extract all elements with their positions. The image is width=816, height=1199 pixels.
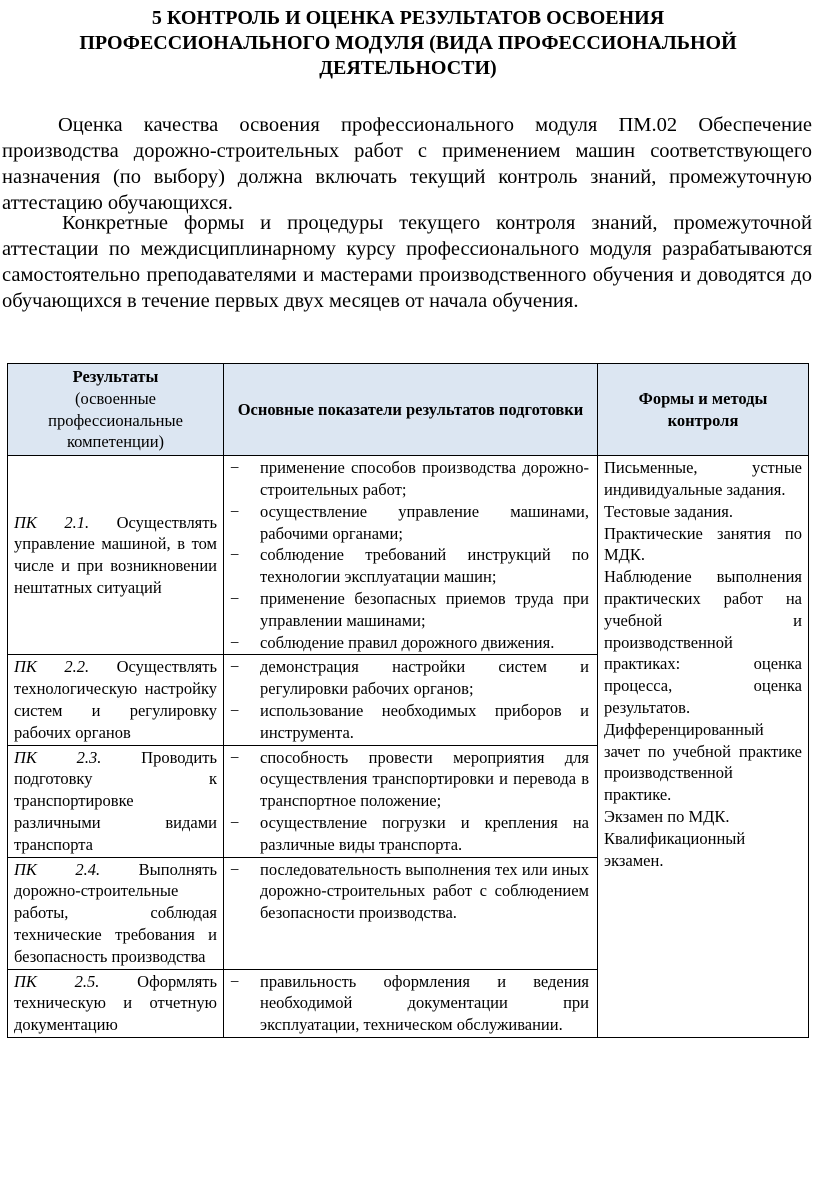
competency-text: Осуществлять управление машиной, в том числе и при возникновении нештатных ситуаций <box>14 512 218 598</box>
dash-marker: − <box>230 501 240 521</box>
indicators-cell <box>224 857 598 969</box>
header-indicators <box>224 364 598 456</box>
dash-marker: − <box>230 700 240 720</box>
competency-cell <box>8 969 224 1037</box>
forms-cell <box>598 456 809 1038</box>
indicators-cell <box>224 456 598 655</box>
header-results-subtitle: (освоенные профессиональные компетенции) <box>48 388 183 452</box>
forms-line: Тестовые задания. <box>604 501 734 521</box>
indicator-text: осуществление управление машинами, рабочими органами; <box>260 501 589 543</box>
competency-cell <box>8 655 224 745</box>
indicator-text: соблюдение правил дорожного движения. <box>260 632 555 652</box>
table-row <box>8 456 809 655</box>
indicator-text: последовательность выполнения тех или иных дорожно-строительных работ с соблюдением безопасности производства. <box>260 859 589 923</box>
header-forms-title: Формы и методы контроля <box>638 388 768 430</box>
list-item <box>230 457 589 501</box>
competency-text: Оформлять техническую и отчетную документацию <box>14 971 218 1035</box>
indicator-text: демонстрация настройки систем и регулировки рабочих органов; <box>260 657 589 699</box>
forms-line: Практические занятия по МДК. <box>604 523 802 565</box>
list-item <box>230 859 589 924</box>
list-item <box>230 747 589 812</box>
dash-marker: − <box>230 545 240 565</box>
indicators-cell <box>224 655 598 745</box>
list-item <box>230 501 589 545</box>
competency-text: Осуществлять технологическую настройку систем и регулировку рабочих органов <box>14 657 218 742</box>
competency-cell <box>8 857 224 969</box>
dash-marker: − <box>230 812 240 832</box>
list-item <box>230 544 589 588</box>
list-item <box>230 812 589 856</box>
indicator-text: соблюдение требований инструкций по технологии эксплуатации машин; <box>260 545 589 587</box>
dash-marker: − <box>230 588 240 608</box>
header-results <box>8 364 224 456</box>
dash-marker: − <box>230 747 240 767</box>
header-indicators-title: Основные показатели результатов подготовки <box>237 399 584 419</box>
dash-marker: − <box>230 458 240 478</box>
dash-marker: − <box>230 632 240 652</box>
indicators-cell <box>224 969 598 1037</box>
competency-code: ПК 2.1. <box>14 512 90 532</box>
competency-cell <box>8 456 224 655</box>
section-heading: 5 КОНТРОЛЬ И ОЦЕНКА РЕЗУЛЬТАТОВ ОСВОЕНИЯ ПРОФЕССИОНАЛЬНОГО МОДУЛЯ (ВИДА ПРОФЕССИОНАЛЬНОЙ ДЕЯТЕЛЬНОСТИ) <box>79 7 737 79</box>
indicator-text: осуществление погрузки и крепления на различные виды транспорта. <box>260 812 589 854</box>
competency-cell <box>8 745 224 857</box>
list-item <box>230 971 589 1036</box>
forms-line: Экзамен по МДК. <box>604 806 730 826</box>
competency-text: Выполнять дорожно-строительные работы, соблюдая технические требования и безопасность производства <box>14 859 217 966</box>
list-item <box>230 656 589 700</box>
header-forms <box>598 364 809 456</box>
indicator-text: способность провести мероприятия для осуществления транспортировки и перевода в транспортное положение; <box>260 747 589 811</box>
indicator-text: применение способов производства дорожно-строительных работ; <box>260 458 589 499</box>
competency-code: ПК 2.5. <box>14 971 100 991</box>
header-results-title: Результаты <box>72 367 159 386</box>
intro-paragraph: Оценка качества освоения профессионального модуля ПМ.02 Обеспечение производства дорожно-строительных работ с применением машин соответствующего назначения (по выбору) должна включать текущий контроль знаний, промежуточную аттестацию обучающихся. <box>2 114 812 214</box>
dash-marker: − <box>230 971 240 991</box>
forms-line: Квалификационный экзамен. <box>604 828 746 870</box>
list-item <box>230 632 589 654</box>
competency-code: ПК 2.3. <box>14 747 102 767</box>
competency-text: Проводить подготовку к транспортировке различными видами транспорта <box>14 747 217 854</box>
indicator-text: правильность оформления и ведения необходимой документации при эксплуатации, техническом обслуживании. <box>260 971 589 1035</box>
forms-line: Письменные, устные индивидуальные задания. <box>604 458 802 499</box>
results-table <box>7 363 809 1038</box>
indicator-text: применение безопасных приемов труда при управлении машинами; <box>260 588 589 630</box>
forms-line: Наблюдение выполнения практических работ на учебной и производственной практиках: оценка процесса, оценка результатов. <box>604 567 802 717</box>
procedures-paragraph: Конкретные формы и процедуры текущего контроля знаний, промежуточной аттестации по междисциплинарному курсу профессионального модуля разрабатываются самостоятельно преподавателями и мастерами производственного обучения и доводятся до обучающихся в течение первых двух месяцев от начала обучения. <box>2 212 812 312</box>
competency-code: ПК 2.4. <box>14 859 101 879</box>
forms-line: Дифференцированный зачет по учебной практике производственной практике. <box>604 719 802 805</box>
dash-marker: − <box>230 859 240 879</box>
list-item <box>230 588 589 632</box>
indicator-text: использование необходимых приборов и инструмента. <box>260 700 589 742</box>
competency-code: ПК 2.2. <box>14 657 90 677</box>
list-item <box>230 700 589 744</box>
indicators-cell <box>224 745 598 857</box>
table-header-row <box>8 364 809 456</box>
dash-marker: − <box>230 657 240 677</box>
